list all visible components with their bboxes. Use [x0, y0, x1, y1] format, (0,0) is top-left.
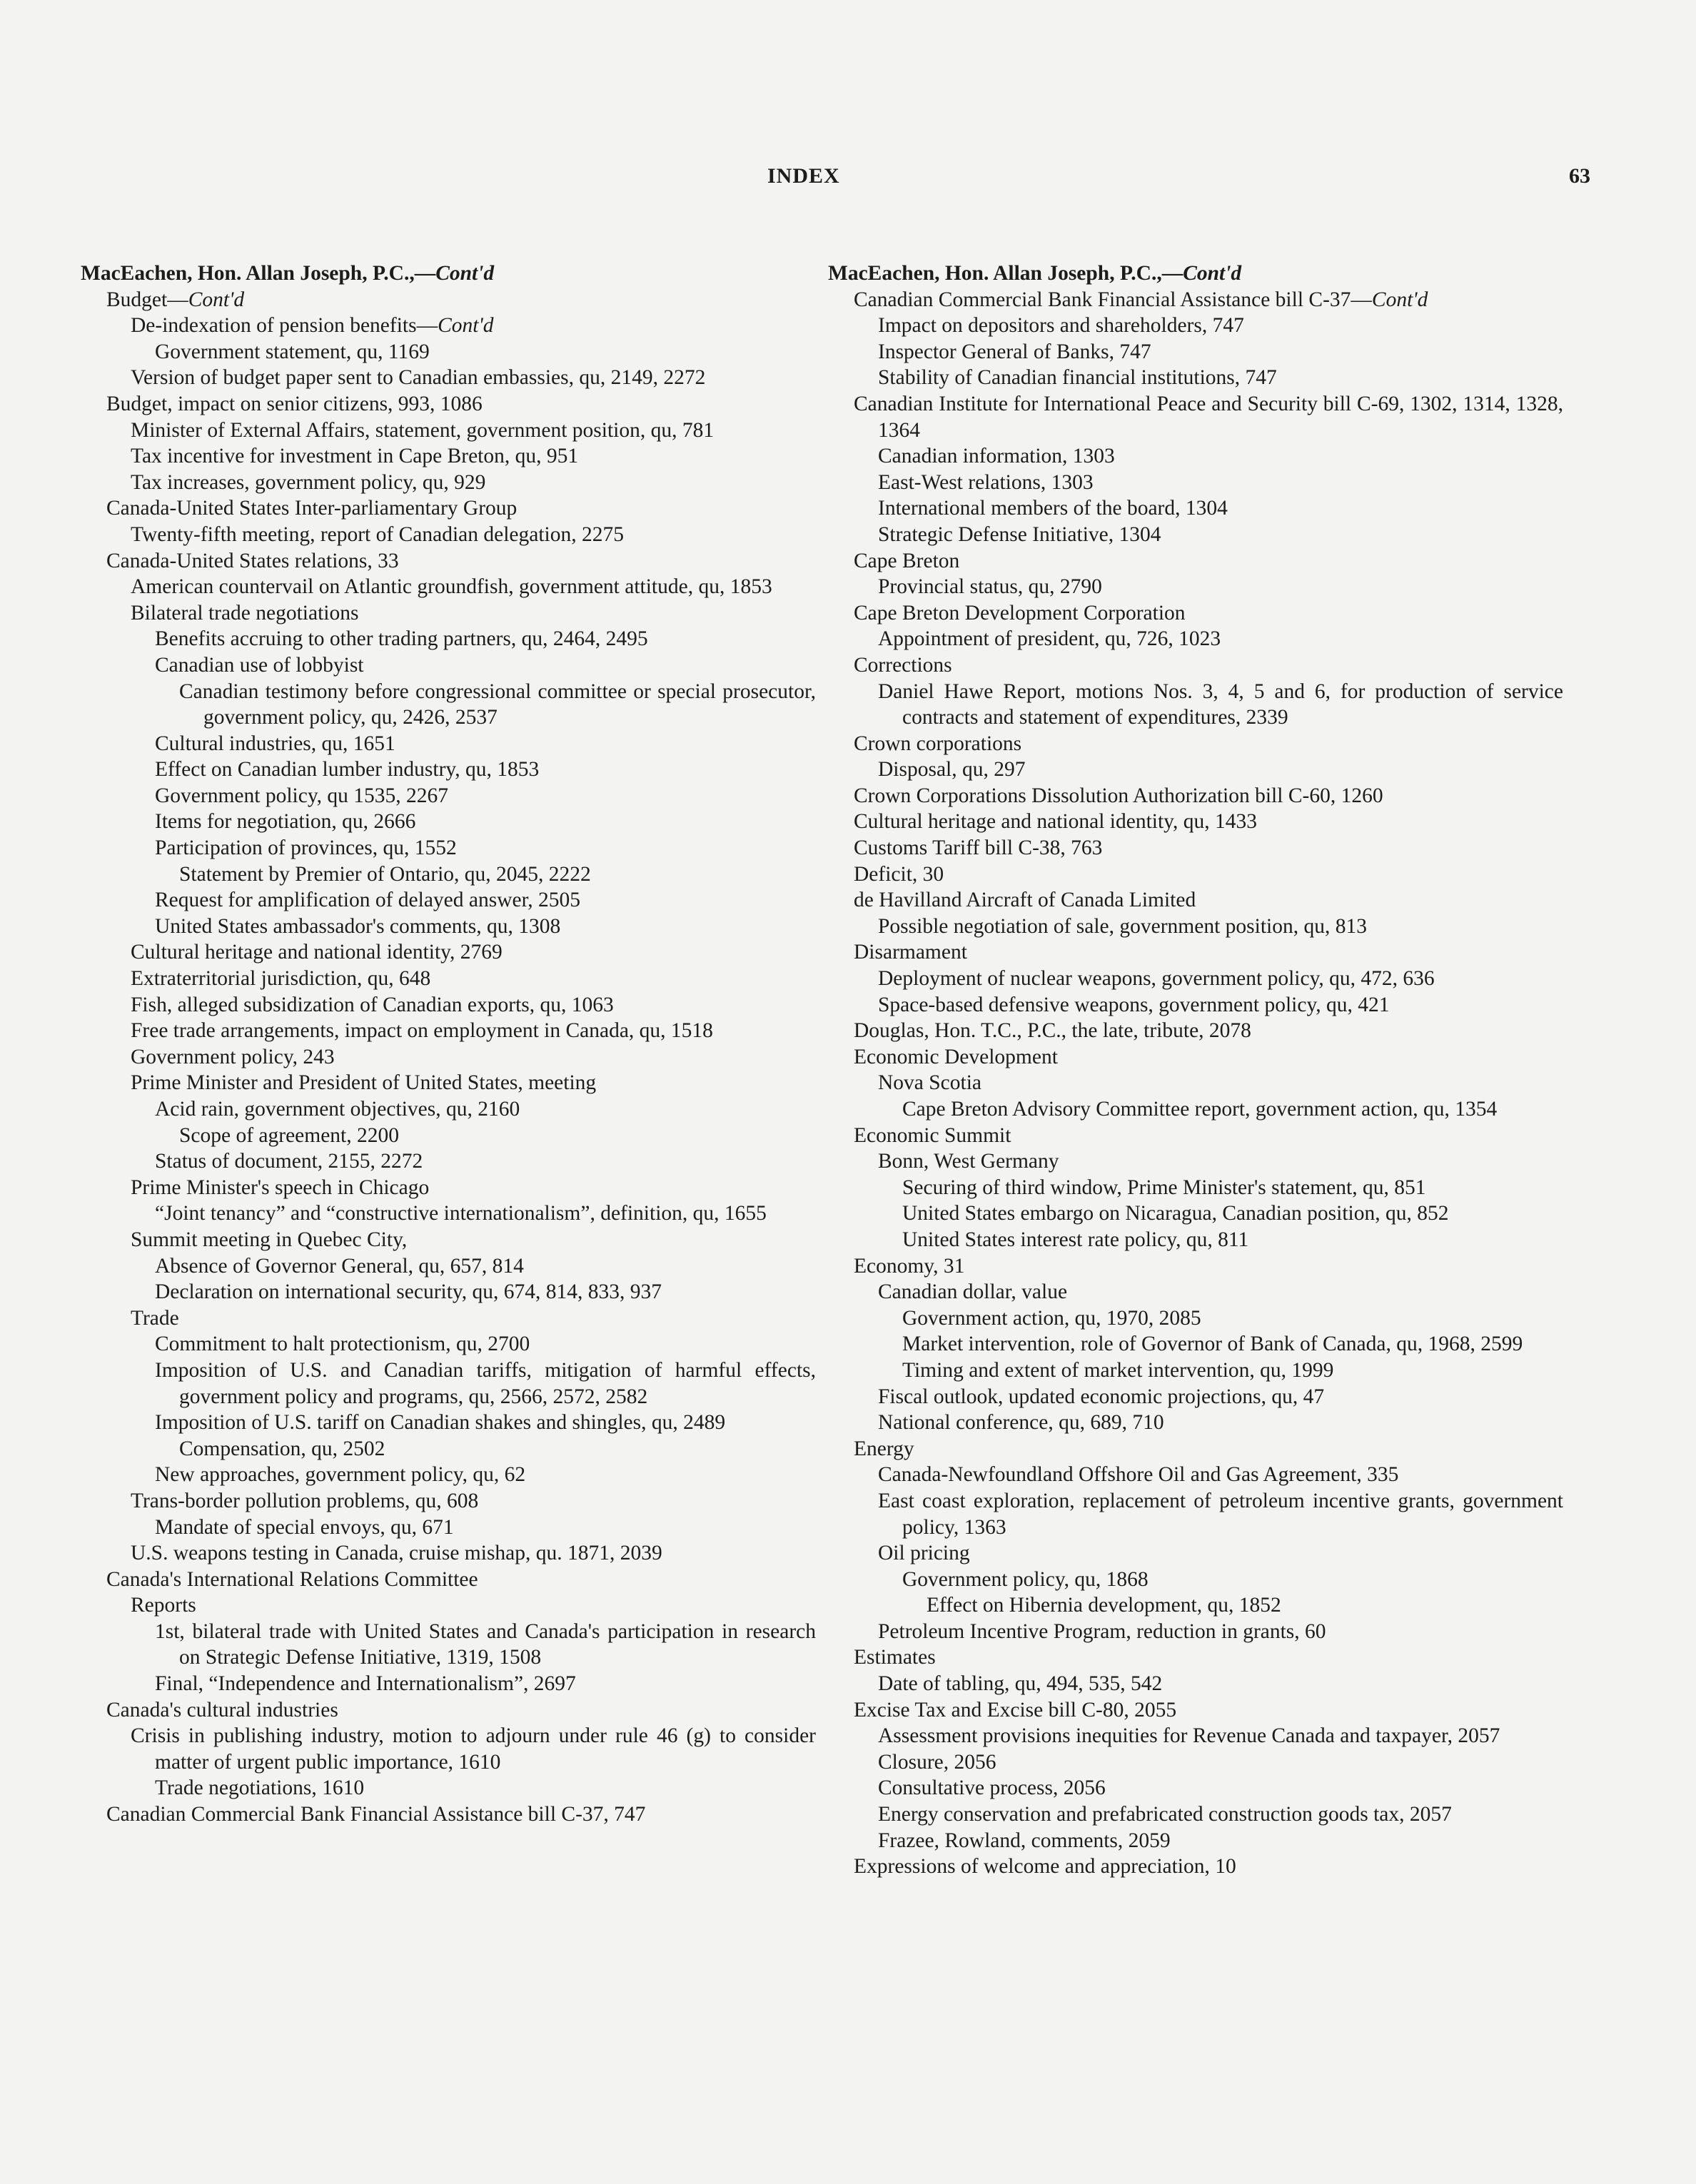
index-entry-text: Closure, 2056 — [878, 1750, 996, 1774]
index-entry — [828, 887, 1563, 914]
index-entry — [828, 1540, 1563, 1567]
index-entry — [81, 861, 816, 888]
index-entry — [828, 835, 1563, 861]
index-entry-text: East coast exploration, replacement of petroleum incentive grants, government policy, 1363 — [878, 1489, 1563, 1539]
index-heading — [81, 261, 816, 287]
index-entry — [828, 1723, 1563, 1749]
index-entry-text: Petroleum Incentive Program, reduction in grants, 60 — [878, 1619, 1326, 1643]
index-entry-text: Government policy, 243 — [131, 1045, 335, 1068]
index-entry-text: East-West relations, 1303 — [878, 470, 1094, 494]
index-entry — [81, 887, 816, 914]
index-entry-text: Government action, qu, 1970, 2085 — [902, 1306, 1201, 1330]
index-entry — [828, 1200, 1563, 1227]
index-entry — [81, 1200, 816, 1227]
index-entry — [828, 731, 1563, 757]
index-entry — [81, 365, 816, 391]
index-entry — [828, 1148, 1563, 1175]
index-entry-text: Possible negotiation of sale, government position, qu, 813 — [878, 914, 1367, 938]
index-entry-text: Canada's cultural industries — [106, 1698, 338, 1722]
index-entry-text: Trans-border pollution problems, qu, 608 — [131, 1489, 479, 1512]
index-entry-text: Stability of Canadian financial institutions, 747 — [878, 366, 1277, 390]
index-entry — [81, 1123, 816, 1149]
index-entry — [828, 1592, 1563, 1619]
index-entry-text: Budget— — [106, 288, 188, 311]
index-entry — [81, 548, 816, 575]
index-entry — [828, 365, 1563, 391]
index-entry — [828, 1253, 1563, 1280]
index-entry-text: Final, “Independence and Internationalism”, 2697 — [155, 1672, 576, 1696]
index-entry — [828, 1384, 1563, 1410]
index-entry-text: “Joint tenancy” and “constructive internationalism”, definition, qu, 1655 — [155, 1202, 767, 1225]
index-entry-text: Twenty-fifth meeting, report of Canadian delegation, 2275 — [131, 522, 624, 546]
continued-marker: Cont'd — [1371, 288, 1428, 311]
index-entry — [81, 939, 816, 966]
index-entry-text: Market intervention, role of Governor of Bank of Canada, qu, 1968, 2599 — [902, 1333, 1523, 1356]
index-entry — [828, 1671, 1563, 1697]
index-entry — [81, 626, 816, 652]
index-entry — [828, 1462, 1563, 1488]
index-entry-text: Prime Minister and President of United States, meeting — [131, 1071, 597, 1095]
index-entry-text: Imposition of U.S. and Canadian tariffs, mitigation of harmful effects, government policy and programs, qu, 2566, 2572, 2582 — [155, 1358, 816, 1408]
index-entry — [828, 391, 1563, 443]
index-entry — [81, 574, 816, 600]
index-entry-text: Crisis in publishing industry, motion to adjourn under rule 46 (g) to consider matter of urgent public importance, 1610 — [131, 1724, 816, 1774]
index-entry — [828, 1175, 1563, 1201]
running-title: INDEX — [767, 164, 840, 188]
index-entry-text: Bonn, West Germany — [878, 1150, 1059, 1173]
index-entry-text: 1st, bilateral trade with United States and Canada's participation in research on Strategic Defense Initiative, 1319, 1508 — [155, 1619, 816, 1669]
index-entry — [81, 1515, 816, 1541]
index-entry — [828, 1018, 1563, 1044]
index-entry-text: Canadian Institute for International Peace and Security bill C-69, 1302, 1314, 1328, 1364 — [854, 392, 1563, 442]
index-entry — [828, 1567, 1563, 1593]
index-entry-text: Mandate of special envoys, qu, 671 — [155, 1515, 454, 1539]
index-entry-text: Canadian Commercial Bank Financial Assistance bill C-37— — [854, 288, 1372, 311]
index-entry — [81, 1148, 816, 1175]
index-entry — [828, 1697, 1563, 1724]
index-entry — [828, 548, 1563, 575]
index-entry-text: Government policy, qu 1535, 2267 — [155, 784, 449, 807]
index-entry-text: Fish, alleged subsidization of Canadian exports, qu, 1063 — [131, 993, 614, 1016]
index-entry — [81, 470, 816, 496]
index-entry — [81, 652, 816, 679]
left-index-column — [81, 261, 816, 1828]
index-entry-text: Energy — [854, 1437, 914, 1460]
index-entry-text: Disposal, qu, 297 — [878, 758, 1026, 782]
index-entry-text: De-indexation of pension benefits— — [131, 314, 438, 338]
index-entry — [81, 313, 816, 339]
index-entry-text: Provincial status, qu, 2790 — [878, 575, 1102, 599]
index-entry-text: Commitment to halt protectionism, qu, 2700 — [155, 1333, 530, 1356]
index-entry-text: Disarmament — [854, 941, 967, 964]
index-entry-text: Estimates — [854, 1646, 936, 1669]
index-entry — [828, 939, 1563, 966]
index-entry — [81, 1331, 816, 1358]
index-entry-text: Economic Development — [854, 1045, 1058, 1068]
index-entry — [81, 1540, 816, 1567]
index-entry — [828, 1358, 1563, 1384]
index-entry — [81, 1096, 816, 1123]
index-entry-text: Corrections — [854, 653, 952, 677]
index-entry-text: Canada-Newfoundland Offshore Oil and Gas Agreement, 335 — [878, 1463, 1399, 1487]
index-entry — [828, 1070, 1563, 1096]
index-entry-text: International members of the board, 1304 — [878, 497, 1228, 520]
index-entry-text: Trade negotiations, 1610 — [155, 1776, 365, 1800]
index-entry — [81, 1801, 816, 1828]
index-entry — [81, 495, 816, 522]
index-entry-text: Cape Breton — [854, 549, 960, 572]
index-entry-text: Compensation, qu, 2502 — [179, 1437, 385, 1460]
index-entry — [828, 495, 1563, 522]
index-entry — [828, 757, 1563, 783]
index-entry-text: Tax increases, government policy, qu, 929 — [131, 470, 486, 494]
index-entry — [81, 1279, 816, 1305]
index-entry-text: Impact on depositors and shareholders, 747 — [878, 314, 1244, 338]
index-entry — [828, 1410, 1563, 1436]
index-entry — [81, 391, 816, 418]
index-entry — [81, 835, 816, 861]
index-entry — [81, 757, 816, 783]
index-entry-text: Extraterritorial jurisdiction, qu, 648 — [131, 967, 431, 991]
index-entry-text: Budget, impact on senior citizens, 993, 1086 — [106, 392, 483, 415]
index-entry-text: Free trade arrangements, impact on employment in Canada, qu, 1518 — [131, 1019, 713, 1043]
index-entry-text: Effect on Canadian lumber industry, qu, 1853 — [155, 758, 540, 782]
continued-marker: Cont'd — [438, 314, 494, 338]
index-entry-text: New approaches, government policy, qu, 62 — [155, 1463, 526, 1487]
index-entry — [828, 1488, 1563, 1540]
index-entry — [828, 1096, 1563, 1123]
right-index-column — [828, 261, 1563, 1880]
index-entry — [828, 679, 1563, 731]
index-entry-text: Scope of agreement, 2200 — [179, 1123, 400, 1147]
index-entry-text: Cape Breton Development Corporation — [854, 601, 1186, 625]
index-entry — [828, 1644, 1563, 1671]
index-entry-text: Minister of External Affairs, statement, government position, qu, 781 — [131, 418, 715, 442]
index-entry-text: Fiscal outlook, updated economic projections, qu, 47 — [878, 1385, 1325, 1408]
index-entry-text: Oil pricing — [878, 1542, 970, 1565]
index-entry — [828, 313, 1563, 339]
index-entry — [81, 1018, 816, 1044]
index-entry-text: Crown Corporations Dissolution Authorization bill C-60, 1260 — [854, 784, 1383, 807]
index-entry-text: Consultative process, 2056 — [878, 1776, 1106, 1800]
index-entry-text: Items for negotiation, qu, 2666 — [155, 810, 416, 834]
index-entry — [828, 1227, 1563, 1253]
index-entry-text: Canada's International Relations Committee — [106, 1567, 478, 1591]
index-entry-text: Government statement, qu, 1169 — [155, 340, 430, 363]
continued-marker: Cont'd — [188, 288, 245, 311]
index-entry — [828, 966, 1563, 992]
index-entry-text: Expressions of welcome and appreciation, 10 — [854, 1855, 1236, 1879]
index-entry-text: Canadian information, 1303 — [878, 445, 1115, 468]
index-entry-text: Acid rain, government objectives, qu, 2160 — [155, 1098, 520, 1121]
index-entry-text: Excise Tax and Excise bill C-80, 2055 — [854, 1698, 1177, 1722]
index-entry — [81, 966, 816, 992]
index-entry — [828, 1331, 1563, 1358]
index-entry — [81, 731, 816, 757]
index-entry-text: Trade — [131, 1306, 179, 1330]
index-entry — [81, 1305, 816, 1332]
index-entry-text: Cultural industries, qu, 1651 — [155, 732, 395, 755]
index-entry-text: Customs Tariff bill C-38, 763 — [854, 836, 1103, 860]
index-entry — [81, 339, 816, 365]
index-heading — [828, 261, 1563, 287]
page-header — [0, 164, 1696, 200]
index-entry — [81, 1592, 816, 1619]
index-entry — [81, 1253, 816, 1280]
index-entry-text: Economic Summit — [854, 1123, 1011, 1147]
index-entry — [81, 1775, 816, 1801]
index-entry — [828, 914, 1563, 940]
index-entry — [828, 1619, 1563, 1645]
index-entry-text: Cultural heritage and national identity, 2769 — [131, 941, 503, 964]
index-entry — [81, 1488, 816, 1515]
index-entry — [81, 992, 816, 1018]
index-entry-text: Canadian dollar, value — [878, 1280, 1068, 1304]
index-entry-text: Prime Minister's speech in Chicago — [131, 1176, 430, 1199]
index-entry — [828, 809, 1563, 835]
index-entry-text: United States ambassador's comments, qu, 1308 — [155, 914, 561, 938]
index-entry-text: Strategic Defense Initiative, 1304 — [878, 522, 1161, 546]
index-entry — [828, 443, 1563, 470]
index-entry-text: Effect on Hibernia development, qu, 1852 — [927, 1594, 1281, 1617]
index-entry-text: Crown corporations — [854, 732, 1022, 755]
index-entry — [81, 1175, 816, 1201]
index-entry-text: Tax incentive for investment in Cape Breton, qu, 951 — [131, 445, 579, 468]
index-entry — [81, 1671, 816, 1697]
index-entry — [81, 418, 816, 444]
index-entry — [828, 1749, 1563, 1776]
index-entry-text: Request for amplification of delayed answer, 2505 — [155, 889, 581, 912]
index-entry — [828, 1801, 1563, 1828]
index-entry — [828, 1123, 1563, 1149]
index-entry-text: MacEachen, Hon. Allan Joseph, P.C.,— — [81, 262, 436, 285]
index-entry-text: Frazee, Rowland, comments, 2059 — [878, 1829, 1171, 1852]
index-entry-text: United States interest rate policy, qu, 811 — [902, 1228, 1249, 1251]
index-entry-text: National conference, qu, 689, 710 — [878, 1411, 1164, 1435]
index-entry-text: Statement by Premier of Ontario, qu, 2045, 2222 — [179, 862, 591, 886]
index-entry-text: Douglas, Hon. T.C., P.C., the late, tribute, 2078 — [854, 1019, 1251, 1043]
index-entry-text: American countervail on Atlantic groundfish, government attitude, qu, 1853 — [131, 575, 772, 599]
index-entry — [828, 287, 1563, 313]
index-entry — [81, 783, 816, 809]
index-entry — [828, 522, 1563, 548]
index-entry-text: MacEachen, Hon. Allan Joseph, P.C.,— — [828, 262, 1183, 285]
index-entry — [828, 1828, 1563, 1854]
index-entry — [828, 339, 1563, 365]
index-entry-text: United States embargo on Nicaragua, Canadian position, qu, 852 — [902, 1202, 1449, 1225]
index-entry-text: Declaration on international security, qu, 674, 814, 833, 937 — [155, 1280, 662, 1304]
index-entry-text: Canadian use of lobbyist — [155, 653, 364, 677]
index-entry-text: Canadian testimony before congressional committee or special prosecutor, government policy, qu, 2426, 2537 — [179, 679, 816, 729]
index-entry — [828, 652, 1563, 679]
index-entry-text: Appointment of president, qu, 726, 1023 — [878, 627, 1221, 651]
index-entry-text: Deficit, 30 — [854, 862, 944, 886]
index-entry — [828, 626, 1563, 652]
index-entry-text: Energy conservation and prefabricated construction goods tax, 2057 — [878, 1803, 1452, 1826]
index-entry-text: Deployment of nuclear weapons, government policy, qu, 472, 636 — [878, 967, 1435, 991]
index-entry — [828, 574, 1563, 600]
index-entry-text: Inspector General of Banks, 747 — [878, 340, 1151, 363]
index-entry-text: Date of tabling, qu, 494, 535, 542 — [878, 1672, 1163, 1696]
index-entry — [81, 914, 816, 940]
index-entry-text: Economy, 31 — [854, 1254, 965, 1278]
index-entry — [828, 1436, 1563, 1462]
index-entry-text: Securing of third window, Prime Minister's statement, qu, 851 — [902, 1176, 1426, 1199]
index-entry — [81, 1723, 816, 1775]
index-entry-text: Bilateral trade negotiations — [131, 601, 359, 625]
index-entry — [81, 522, 816, 548]
index-entry — [828, 1305, 1563, 1332]
index-entry-text: Summit meeting in Quebec City, — [131, 1228, 408, 1251]
index-entry — [81, 809, 816, 835]
index-entry-text: Canada-United States relations, 33 — [106, 549, 399, 572]
index-entry — [828, 600, 1563, 627]
index-entry — [81, 679, 816, 731]
index-entry — [81, 1358, 816, 1410]
index-entry — [828, 1279, 1563, 1305]
index-entry — [81, 1227, 816, 1253]
index-entry — [81, 600, 816, 627]
index-entry — [828, 1775, 1563, 1801]
index-entry — [81, 443, 816, 470]
index-entry-text: Canada-United States Inter-parliamentary Group — [106, 497, 518, 520]
index-entry — [81, 1044, 816, 1071]
index-entry-text: Cultural heritage and national identity, qu, 1433 — [854, 810, 1258, 834]
index-entry — [81, 1619, 816, 1671]
index-entry — [81, 1070, 816, 1096]
index-entry — [828, 861, 1563, 888]
index-entry — [828, 1854, 1563, 1880]
index-entry-text: Government policy, qu, 1868 — [902, 1567, 1149, 1591]
index-entry-text: Daniel Hawe Report, motions Nos. 3, 4, 5 and 6, for production of service contracts and statement of expenditures, 2339 — [878, 679, 1563, 729]
index-entry-text: Cape Breton Advisory Committee report, government action, qu, 1354 — [902, 1098, 1498, 1121]
index-entry-text: Imposition of U.S. tariff on Canadian shakes and shingles, qu, 2489 — [155, 1411, 726, 1435]
index-entry — [81, 1567, 816, 1593]
index-entry-text: Assessment provisions inequities for Revenue Canada and taxpayer, 2057 — [878, 1724, 1500, 1748]
index-entry — [828, 992, 1563, 1018]
index-entry — [828, 470, 1563, 496]
index-entry — [81, 1462, 816, 1488]
index-entry-text: de Havilland Aircraft of Canada Limited — [854, 889, 1196, 912]
index-entry — [81, 287, 816, 313]
index-entry-text: Status of document, 2155, 2272 — [155, 1150, 423, 1173]
index-entry-text: Timing and extent of market intervention, qu, 1999 — [902, 1358, 1334, 1382]
index-entry-text: Canadian Commercial Bank Financial Assistance bill C-37, 747 — [106, 1803, 646, 1826]
index-entry-text: Participation of provinces, qu, 1552 — [155, 836, 457, 860]
index-entry — [828, 1044, 1563, 1071]
index-entry — [81, 1697, 816, 1724]
index-entry — [828, 783, 1563, 809]
continued-marker: Cont'd — [435, 262, 495, 285]
index-entry-text: Absence of Governor General, qu, 657, 814 — [155, 1254, 524, 1278]
index-entry-text: Space-based defensive weapons, government policy, qu, 421 — [878, 993, 1390, 1016]
page-number: 63 — [1569, 164, 1590, 188]
index-entry-text: Reports — [131, 1594, 196, 1617]
continued-marker: Cont'd — [1183, 262, 1242, 285]
index-entry — [81, 1410, 816, 1436]
index-entry-text: Benefits accruing to other trading partners, qu, 2464, 2495 — [155, 627, 648, 651]
index-entry — [81, 1436, 816, 1462]
index-entry-text: Nova Scotia — [878, 1071, 982, 1095]
index-entry-text: Version of budget paper sent to Canadian embassies, qu, 2149, 2272 — [131, 366, 706, 390]
index-entry-text: U.S. weapons testing in Canada, cruise mishap, qu. 1871, 2039 — [131, 1542, 662, 1565]
